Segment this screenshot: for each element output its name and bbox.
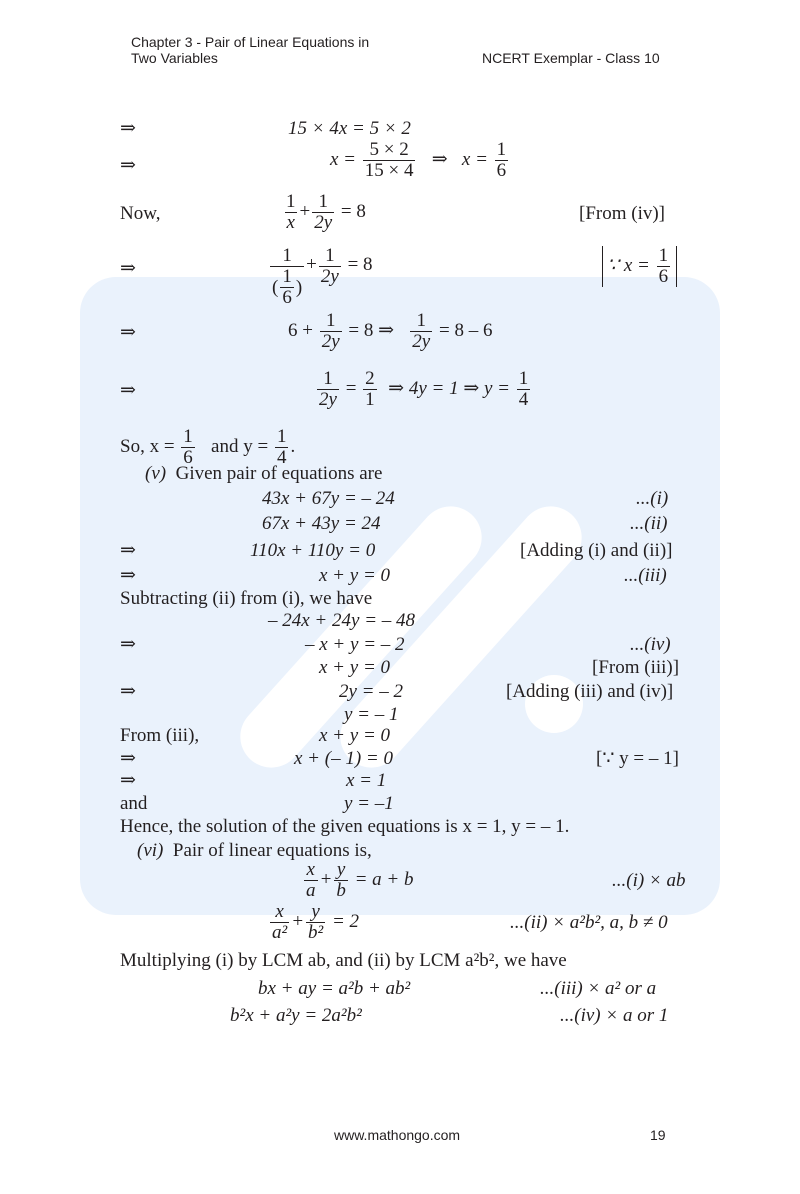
implies-symbol: ⇒ bbox=[120, 258, 136, 279]
numerator: 1 bbox=[325, 245, 335, 266]
fraction bbox=[320, 311, 342, 352]
numerator: x bbox=[306, 859, 315, 880]
denominator: 1 bbox=[365, 389, 375, 410]
numerator: 1 bbox=[276, 426, 287, 447]
conclusion-text: and y = bbox=[211, 435, 269, 457]
body-text: Subtracting (ii) from (i), we have bbox=[120, 588, 373, 609]
reference-note: [Adding (iii) and (iv)] bbox=[506, 681, 674, 702]
reason-note: [∵ y = – 1] bbox=[596, 748, 679, 769]
subpart-label: (v) bbox=[145, 463, 167, 484]
line-lead: From (iii), bbox=[120, 725, 200, 746]
numerator: 1 bbox=[323, 368, 333, 389]
fraction bbox=[284, 192, 298, 233]
fraction bbox=[657, 246, 671, 287]
implies-symbol: ⇒ bbox=[120, 634, 136, 655]
denominator: b² bbox=[308, 922, 324, 943]
reference-note: [Adding (i) and (ii)] bbox=[520, 540, 673, 561]
equation-tag: ...(i) bbox=[636, 488, 669, 509]
denominator: 4 bbox=[276, 447, 287, 468]
denominator: a bbox=[306, 880, 316, 901]
equation-mid: ⇒ 4y = 1 ⇒ y = bbox=[388, 377, 511, 399]
equation bbox=[302, 860, 413, 901]
numerator: 1 bbox=[325, 310, 336, 331]
numerator: 5 × 2 bbox=[369, 139, 409, 160]
fraction bbox=[410, 311, 432, 352]
equation: x + y = 0 bbox=[319, 565, 391, 586]
implies-symbol: ⇒ bbox=[120, 681, 136, 702]
numerator: 1 bbox=[286, 191, 296, 212]
equation bbox=[268, 902, 359, 943]
implies-symbol: ⇒ bbox=[431, 148, 448, 170]
equation: – x + y = – 2 bbox=[305, 634, 405, 655]
denominator: 2y bbox=[314, 212, 333, 233]
subpart-label: (vi) bbox=[137, 840, 164, 861]
reference-note: [From (iii)] bbox=[592, 657, 680, 678]
page-number: 19 bbox=[650, 1127, 666, 1143]
implies-symbol: ⇒ bbox=[120, 748, 136, 769]
line-lead: Now, bbox=[120, 203, 161, 224]
equation bbox=[268, 246, 373, 308]
equation-tag: ...(ii) × a²b², a, b ≠ 0 bbox=[510, 912, 668, 933]
denominator: 2y bbox=[412, 331, 431, 352]
equation-rhs: = 8 – 6 bbox=[438, 319, 493, 341]
numerator: y bbox=[311, 901, 320, 922]
subpart-text: Given pair of equations are bbox=[175, 463, 383, 484]
implies-symbol: ⇒ bbox=[120, 540, 136, 561]
numerator: 1 bbox=[518, 368, 529, 389]
equation: y = – 1 bbox=[344, 704, 399, 725]
equation-rhs: x = bbox=[461, 148, 488, 170]
fraction bbox=[280, 267, 294, 308]
denominator: b bbox=[336, 880, 346, 901]
fraction bbox=[517, 369, 531, 410]
denominator: 6 bbox=[496, 160, 507, 181]
fraction bbox=[275, 427, 289, 468]
equation-lhs: x = bbox=[330, 148, 357, 170]
fraction bbox=[312, 192, 334, 233]
numerator: 1 bbox=[318, 191, 328, 212]
fraction bbox=[317, 369, 339, 410]
plus: + bbox=[306, 254, 317, 275]
equation bbox=[315, 369, 532, 410]
denominator: 6 bbox=[658, 266, 669, 287]
equation-rhs: = 2 bbox=[331, 910, 360, 932]
fraction bbox=[319, 246, 341, 287]
equation: x + y = 0 bbox=[319, 725, 391, 746]
equation bbox=[282, 192, 366, 233]
plus: + bbox=[319, 868, 333, 890]
fraction bbox=[363, 369, 377, 410]
conclusion-line bbox=[120, 427, 295, 468]
complex-fraction bbox=[270, 246, 304, 308]
numerator: 1 bbox=[496, 139, 507, 160]
equation: 67x + 43y = 24 bbox=[262, 513, 381, 534]
fraction bbox=[270, 902, 289, 943]
equation: 110x + 110y = 0 bbox=[250, 540, 376, 561]
equation-rhs: = 8 bbox=[347, 254, 373, 275]
equation: y = –1 bbox=[344, 793, 394, 814]
equation: b²x + a²y = 2a²b² bbox=[230, 1005, 362, 1026]
numerator: 1 bbox=[183, 426, 193, 447]
equation-lhs: 6 + bbox=[288, 319, 313, 341]
footer-website: www.mathongo.com bbox=[334, 1127, 461, 1143]
equation bbox=[288, 311, 492, 352]
numerator: 1 bbox=[658, 245, 669, 266]
equation-tag: ...(iii) × a² or a bbox=[540, 978, 657, 999]
denominator: a² bbox=[272, 922, 288, 943]
implies-symbol: ⇒ bbox=[120, 565, 136, 586]
book-title: NCERT Exemplar - Class 10 bbox=[482, 50, 660, 66]
equation-tag: ...(iv) bbox=[630, 634, 671, 655]
fraction bbox=[304, 860, 318, 901]
reason-bracket bbox=[602, 246, 677, 287]
numerator: x bbox=[275, 901, 284, 922]
line-lead: and bbox=[120, 793, 148, 814]
chapter-title-line2: Two Variables bbox=[131, 50, 218, 66]
denominator: 6 bbox=[282, 287, 292, 308]
conclusion-text: So, x = bbox=[120, 435, 175, 457]
numerator: 1 bbox=[416, 310, 427, 331]
denominator: x bbox=[286, 212, 295, 233]
equation-tag: ...(i) × ab bbox=[612, 870, 686, 891]
denominator: 15 × 4 bbox=[364, 160, 414, 181]
equation: bx + ay = a²b + ab² bbox=[258, 978, 411, 999]
fraction bbox=[334, 860, 348, 901]
numerator: 2 bbox=[365, 368, 375, 389]
reason-text: ∵ x = bbox=[607, 254, 650, 276]
fraction bbox=[363, 140, 416, 181]
equation: 15 × 4x = 5 × 2 bbox=[288, 118, 411, 139]
equation-rhs: = a + b bbox=[354, 868, 414, 890]
body-text: Multiplying (i) by LCM ab, and (ii) by LCM a²b², we have bbox=[120, 950, 567, 971]
equation: x + (– 1) = 0 bbox=[294, 748, 393, 769]
fraction bbox=[306, 902, 325, 943]
equation-rhs: = 8 bbox=[340, 200, 366, 222]
equation: – 24x + 24y = – 48 bbox=[268, 610, 416, 631]
equation: 43x + 67y = – 24 bbox=[262, 488, 395, 509]
implies-symbol: ⇒ bbox=[120, 380, 136, 401]
period: . bbox=[290, 435, 296, 457]
fraction bbox=[181, 427, 195, 468]
implies-symbol: ⇒ bbox=[120, 770, 136, 791]
equation: x = 1 bbox=[346, 770, 387, 791]
implies-symbol: ⇒ bbox=[120, 322, 136, 343]
denominator: 2y bbox=[321, 331, 340, 352]
equation bbox=[330, 140, 510, 181]
numerator: 1 bbox=[282, 245, 292, 266]
equals: = bbox=[345, 377, 357, 399]
numerator: y bbox=[336, 859, 346, 880]
plus: + bbox=[299, 200, 311, 222]
equation: x + y = 0 bbox=[319, 657, 391, 678]
implies-symbol: ⇒ bbox=[120, 155, 136, 176]
denominator: 2y bbox=[320, 266, 339, 287]
fraction bbox=[495, 140, 509, 181]
implies-symbol: ⇒ bbox=[120, 118, 136, 139]
denominator: 6 bbox=[183, 447, 193, 468]
equation-tag: ...(ii) bbox=[630, 513, 668, 534]
denominator: ( $\frac{1}{6}$ ) bbox=[272, 266, 303, 308]
plus: + bbox=[291, 910, 305, 932]
equation-tag: ...(iv) × a or 1 bbox=[560, 1005, 669, 1026]
subpart-text: Pair of linear equations is, bbox=[172, 840, 372, 861]
chapter-title-line1: Chapter 3 - Pair of Linear Equations in bbox=[131, 34, 370, 50]
equation-mid: = 8 ⇒ bbox=[348, 319, 395, 341]
denominator: 4 bbox=[518, 389, 529, 410]
equation: 2y = – 2 bbox=[339, 681, 404, 702]
conclusion-text: Hence, the solution of the given equations is x = 1, y = – 1. bbox=[120, 816, 570, 837]
denominator: 2y bbox=[319, 389, 337, 410]
reference-note: [From (iv)] bbox=[579, 203, 666, 224]
numerator: 1 bbox=[282, 266, 292, 287]
equation-tag: ...(iii) bbox=[624, 565, 667, 586]
subpart-heading bbox=[145, 463, 382, 485]
